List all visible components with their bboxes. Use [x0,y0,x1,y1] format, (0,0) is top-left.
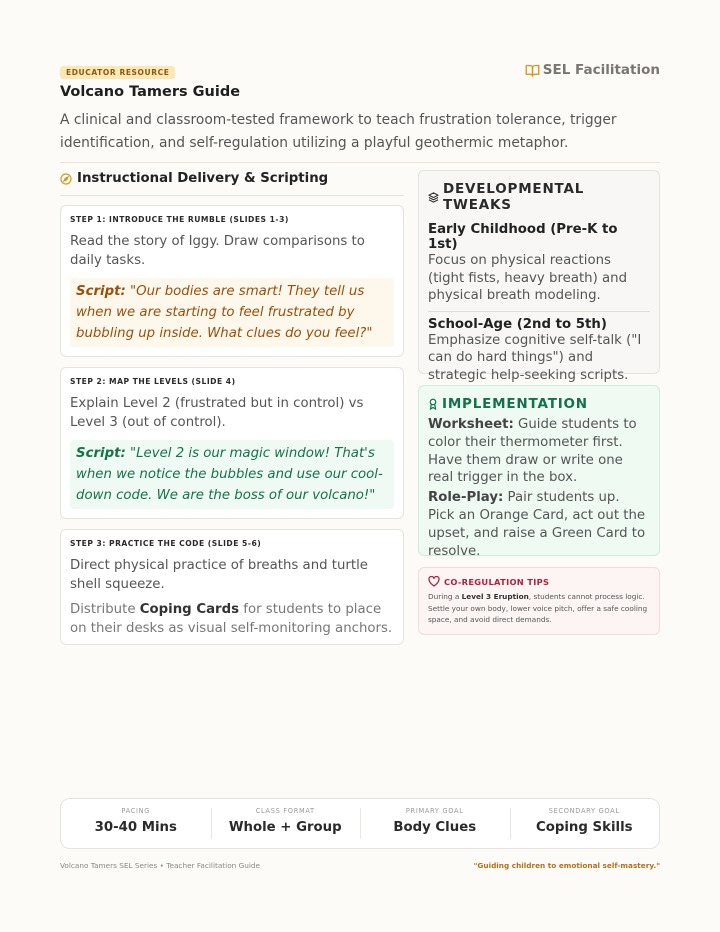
compass-icon [60,173,72,185]
developmental-title: DEVELOPMENTAL TWEAKS [443,181,585,213]
layers-icon [428,192,439,203]
stat-label: PRIMARY GOAL [405,807,464,815]
stat-class-format [211,807,361,840]
script-label: Script: [76,284,126,299]
step-label: STEP 2: MAP THE LEVELS (SLIDE 4) [70,377,236,386]
script-text: "Our bodies are smart! They tell us when we are starting to feel frustrated by bubbling up inside. What clues do you feel?" [76,284,373,341]
age-group-heading: School-Age (2nd to 5th) [428,316,607,332]
coregulation-title-row [428,576,650,587]
developmental-tweaks-card [418,170,660,383]
step-text: Explain Level 2 (frustrated but in control) vs Level 3 (out of control). [70,396,364,430]
stat-label: SECONDARY GOAL [548,807,620,815]
educator-resource-badge: EDUCATOR RESOURCE [60,66,175,79]
footer-quote: "Guiding children to emotional self-mastery." [473,861,660,870]
stat-value: 30-40 Mins [94,820,177,835]
delivery-section-header [60,171,404,196]
roleplay-text: Pair students up. Pick an Orange Card, act out the upset, and raise a Green Card to resolve. [428,490,646,559]
script-box [70,440,394,509]
stat-value: Whole + Group [228,820,342,835]
stat-value: Body Clues [393,820,477,835]
footer-series-text: Volcano Tamers SEL Series • Teacher Facilitation Guide [60,861,261,870]
age-group-text: Focus on physical reactions (tight fists, heavy breath) and physical breath modeling. [428,253,628,304]
worksheet-text: Guide students to color their thermometer first. Have them draw or write one real trigger in the box. [428,417,637,486]
coregulation-text [428,591,650,626]
stat-secondary-goal [510,807,660,840]
stat-value: Coping Skills [535,820,633,835]
step-card-1 [60,205,404,357]
level-3-emphasis: Level 3 Eruption [461,592,529,601]
step-text-secondary [70,600,394,638]
implementation-title: IMPLEMENTATION [442,396,588,412]
text-fragment: for students to place on their desks as visual self-monitoring anchors. [70,602,393,636]
stat-primary-goal [360,807,510,840]
roleplay-label: Role-Play: [428,490,504,506]
heart-icon [428,576,440,587]
script-text: "Level 2 is our magic window! That's when we notice the bubbles and use our cool-down code. We are the boss of our volcano!" [76,446,383,503]
group-divider [428,311,650,312]
award-icon [428,398,438,410]
brand [525,62,660,78]
roleplay-tip [428,489,650,560]
stat-pacing [61,807,211,840]
script-box [70,278,394,347]
developmental-title-row [428,181,650,213]
text-fragment: During a [428,592,462,601]
page-title: Volcano Tamers Guide [60,84,241,100]
step-text: Read the story of Iggy. Draw comparisons to daily tasks. [70,234,365,268]
page-subtitle: A clinical and classroom-tested framework to teach frustration tolerance, trigger identification, and self-regulation utilizing a playful geothermic metaphor. [60,112,617,151]
step-card-3 [60,529,404,645]
implementation-title-row [428,396,650,412]
delivery-section-title: Instructional Delivery & Scripting [77,171,329,186]
step-label: STEP 3: PRACTICE THE CODE (SLIDE 5-6) [70,539,262,548]
header-divider [60,162,660,163]
step-text: Direct physical practice of breaths and turtle shell squeeze. [70,558,368,592]
coping-cards-emphasis: Coping Cards [139,602,240,617]
coregulation-card [418,567,660,635]
stat-label: PACING [121,807,151,815]
text-fragment: Distribute [70,602,140,617]
guide-page [60,0,660,932]
step-label: STEP 1: INTRODUCE THE RUMBLE (SLIDES 1-3) [70,215,289,224]
book-icon [525,63,540,78]
coregulation-title: CO-REGULATION TIPS [444,576,550,587]
worksheet-tip [428,416,650,487]
worksheet-label: Worksheet: [428,417,514,432]
stats-bar [60,798,660,849]
age-group-heading: Early Childhood (Pre-K to 1st) [428,222,618,252]
implementation-card [418,385,660,559]
step-card-2 [60,367,404,519]
brand-label: SEL Facilitation [542,62,660,78]
script-label: Script: [76,446,126,461]
text-fragment: , students cannot process logic. Settle your own body, lower voice pitch, offer a safe cooling space, and avoid direct demands. [428,592,648,625]
age-group-text: Emphasize cognitive self-talk ("I can do hard things") and strategic help-seeking scripts. [428,332,642,383]
stat-label: CLASS FORMAT [255,807,315,815]
